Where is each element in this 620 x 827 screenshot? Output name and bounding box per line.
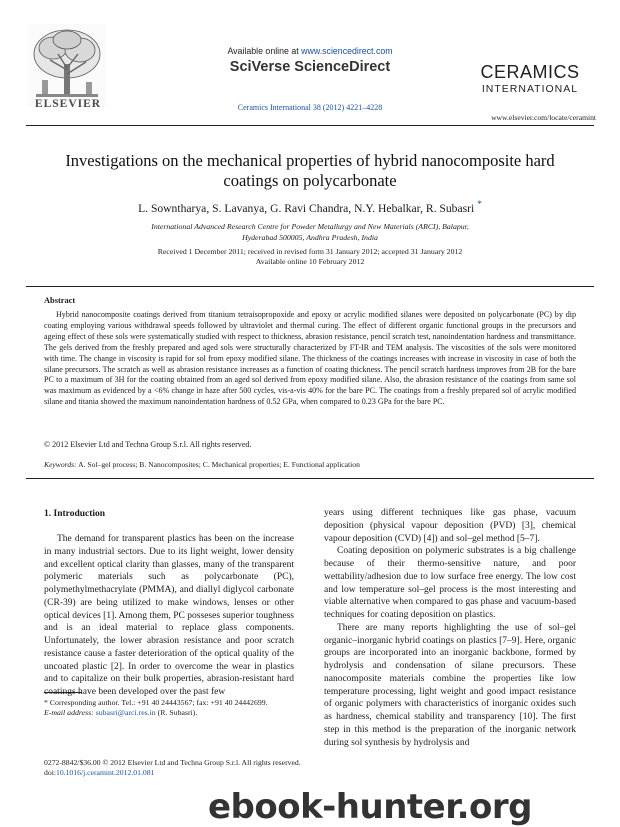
intro-paragraph-1: The demand for transparent plastics has been on the increase in many industrial sectors. Due to its light weight, lower density and excellent optical clarity than glasses, many of the transparent polymeric materials such as polycarbonate (PC), polymethylmethacrylate (PMMA), and diallyl diglycol carbonate (CR-39) are being utilized to make windows, lenses or other optical devices [1]. Among them, PC posseses superior toughness and is an ideal material to replace glass components. Unfortunately, the lower abrasion resistance and poor scratch resistance cause a faster deterioration of the optical quality of the uncoated plastic [2]. In order to overcome the wear in plastics and to capitalize on their bulk properties, abrasion-resistant hard coatings have been developed over the past few	[44, 534, 294, 697]
keywords-list: A. Sol–gel process; B. Nanocomposites; C. Mechanical properties; E. Functional application	[78, 460, 360, 469]
affiliation-line2: Hyderabad 500005, Andhra Pradesh, India	[242, 232, 378, 242]
issn-doi-block	[44, 758, 301, 778]
doi-label: doi:	[44, 768, 56, 777]
available-online	[0, 46, 620, 56]
right-column	[324, 507, 576, 749]
corresponding-author-mark[interactable]: *	[477, 199, 482, 210]
journal-reference[interactable]: Ceramics International 38 (2012) 4221–4228	[237, 103, 383, 112]
doi-link[interactable]: 10.1016/j.ceramint.2012.01.081	[55, 768, 155, 777]
corresponding-author-note: * Corresponding author. Tel.: +91 40 24443567; fax: +91 40 24442699.	[44, 698, 268, 707]
section-heading-introduction: 1. Introduction	[44, 509, 106, 519]
abstract-heading: Abstract	[44, 296, 76, 305]
author-list: L. Sowntharya, S. Lavanya, G. Ravi Chandra, N.Y. Hebalkar, R. Subasri	[138, 201, 475, 215]
article-title: Investigations on the mechanical properties of hybrid nanocomposite hard coatings on polycarbonate	[65, 151, 555, 190]
sciencedirect-link[interactable]: www.sciencedirect.com	[301, 46, 393, 56]
abstract-copyright: © 2012 Elsevier Ltd and Techna Group S.r.l. All rights reserved.	[44, 440, 252, 449]
authors	[40, 199, 580, 215]
footnote-divider	[44, 692, 82, 693]
keywords	[44, 460, 360, 469]
intro-paragraph-3: There are many reports highlighting the use of sol–gel organic–inorganic hybrid coatings on plastics [7–9]. Here, organic groups are incorporated into an inorganic backbone, formed by hydrolysis and condensation of silane precursors. These nanocomposite materials combine the properties like low temperature processing, light weight and good impact resistance of organic polymers with characteristics of inorganic oxides such as hardness, chemical stability and transparency [10]. The first step in this method is the preparation of the inorganic network during sol synthesis by hydrolysis and	[324, 622, 576, 748]
keywords-label: Keywords:	[44, 460, 77, 469]
online-date: Available online 10 February 2012	[255, 257, 365, 267]
abstract-text: Hybrid nanocomposite coatings derived from titanium tetraisopropoxide and epoxy or acrylic modified silanes were deposited on polycarbonate (PC) by dip coating employing various withdrawal speeds followed by ultraviolet and thermal curing. The effect of different organic functional groups in the precursors and ageing effect of these sols were systematically studied with respect to thickness, abrasion resistance, pencil scratch test, nanoindentation hardness and transmittance. The gels derived from the freshly prepared and aged sols were structurally characterized by FT-IR and TEM analysis. The viscosities of the sols were monitored with time. The change in viscosity is rapid for sol from epoxy modified silane. The thickness of the coatings increases with increase in viscosity in case of both the silane precursors. The scratch as well as abrasion resistance increases as a function of coating thickness. The pencil scratch hardness improves from 2B for the bare PC to a maximum of 3H for the coating obtained from an aged sol derived from epoxy modified silane. Also, the abrasion resistance of the coatings from same sol was maximum as evidenced by a <6% change in haze after 500 cycles, vis-a-vis 40% for the bare PC. The coatings from a freshly prepared sol of acrylic modified silane and titania showed the maximum nanoindentation hardness of 0.52 GPa, when compared to 0.23 GPa for the bare PC.	[44, 310, 576, 407]
footnote	[44, 698, 304, 718]
email-label: E-mail address:	[44, 708, 94, 718]
doi-line	[44, 768, 301, 778]
left-column	[44, 533, 294, 699]
abstract-bottom-divider	[26, 478, 594, 479]
issn-line: 0272-8842/$36.00 © 2012 Elsevier Ltd and Techna Group S.r.l. All rights reserved.	[44, 758, 301, 767]
intro-paragraph-2: Coating deposition on polymeric substrates is a big challenge because of their thermo-sensitive nature, and poor wettability/adhesion due to low surface free energy. The low cost and low temperature sol–gel process is the most interesting and viable alternative when compared to gas phase and vacuum-based techniques for coating deposition on plastics.	[324, 546, 576, 620]
header-divider	[26, 125, 594, 126]
intro-paragraph-1-continued: years using different techniques like gas phase, vacuum deposition (physical vapour deposition (PVD) [3], chemical vapour deposition (CVD) [4]) and sol–gel method [5–7].	[324, 508, 576, 544]
journal-logo-line1: CERAMICS	[480, 62, 580, 82]
publisher-name: ELSEVIER	[34, 98, 102, 110]
email-link[interactable]: subasri@arci.res.in	[95, 708, 156, 718]
watermark-text: ebook-hunter.org	[207, 787, 533, 827]
platform-name: SciVerse ScienceDirect	[229, 59, 391, 75]
affiliation	[40, 222, 580, 243]
journal-homepage[interactable]: www.elsevier.com/locate/ceramint	[491, 113, 596, 122]
affiliation-line1: International Advanced Research Centre for Powder Metallurgy and New Materials (ARCI), Balapur,	[151, 222, 469, 231]
available-online-prefix: Available online at	[227, 46, 299, 56]
received-dates: Received 1 December 2011; received in revised form 31 January 2012; accepted 31 January 2012	[157, 247, 463, 256]
email-line	[44, 708, 304, 718]
abstract-top-divider	[26, 286, 594, 287]
journal-logo-line2: INTERNATIONAL	[481, 83, 579, 95]
article-dates	[40, 247, 580, 268]
email-suffix: (R. Subasri).	[157, 708, 198, 718]
